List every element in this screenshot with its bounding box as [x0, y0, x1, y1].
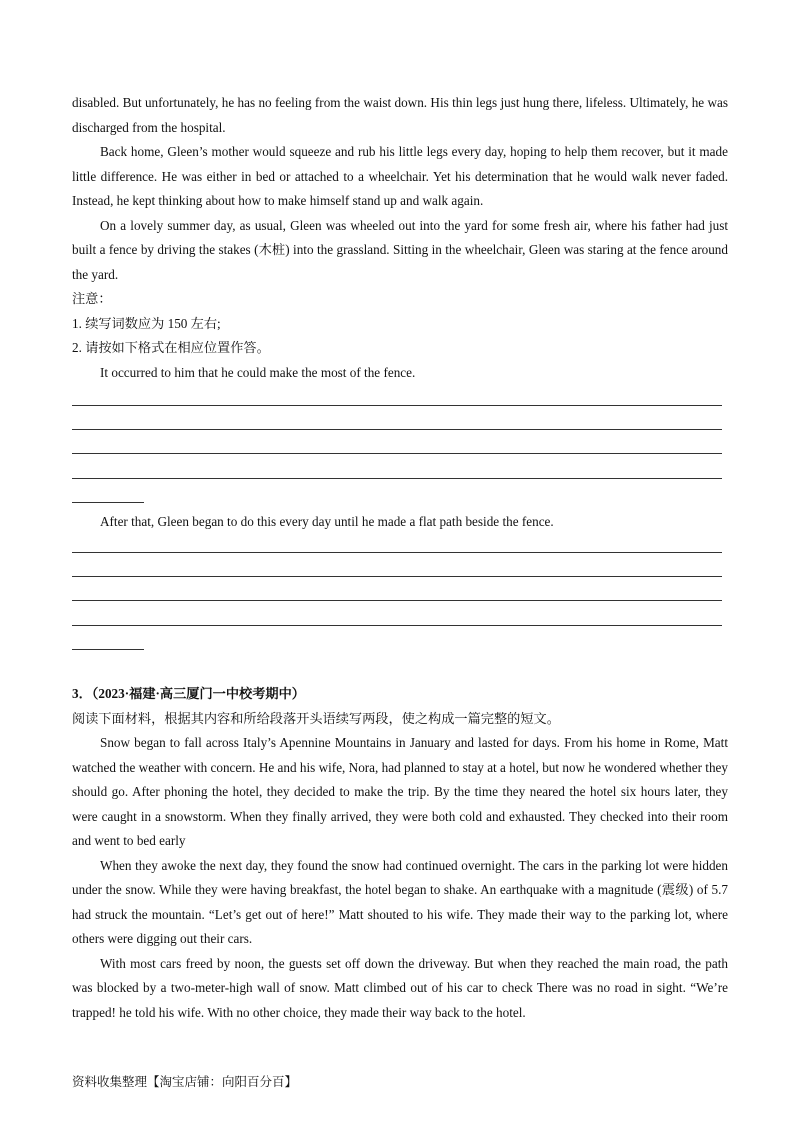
answer-line[interactable]: [72, 405, 722, 406]
paragraph-back-home: Back home, Gleen’s mother would squeeze and rub his little legs every day, hoping to help them recover, but it made little difference. He was either in bed or attached to a wheelchair. Yet his determination that he would walk never faded. Instead, he kept thinking about how to make himself stand up and walk again.: [72, 144, 728, 208]
answer-line-short[interactable]: [72, 502, 144, 503]
answer-line[interactable]: [72, 429, 722, 430]
paragraph-summer-day: On a lovely summer day, as usual, Gleen was wheeled out into the yard for some fresh air, where his father had just built a fence by driving the stakes (木桩) into the grassland. Sitting in the wheelchair, Gleen was staring at the fence around the yard.: [72, 217, 728, 282]
answer-line[interactable]: [72, 625, 722, 626]
question-3-paragraph-2: When they awoke the next day, they found the snow had continued overnight. The cars in the parking lot were hidden under the snow. While they were having breakfast, the hotel began to shake. An earthquake with a magnitude (震级) of 5.7 had struck the mountain. “Let’s get out of here!” Matt shouted to his wife. They made their way to the parking lot, where others were digging out their cars.: [72, 857, 728, 946]
question-3-block: [72, 682, 728, 1025]
question-3-instruction: 阅读下面材料，根据其内容和所给段落开头语续写两段，使之构成一篇完整的短文。: [72, 710, 560, 726]
continuation-prompt-1: It occurred to him that he could make the most of the fence.: [100, 364, 416, 380]
answer-line[interactable]: [72, 576, 722, 577]
answer-line[interactable]: [72, 453, 722, 454]
answer-line-short[interactable]: [72, 649, 144, 650]
question-3-paragraph-3: With most cars freed by noon, the guests set off down the driveway. But when they reached the main road, the path was blocked by a two-meter-high wall of snow. Matt climbed out of his car to check There was no road in sight. “We’re trapped! he told his wife. With no other choice, they made their way back to the hotel.: [72, 955, 728, 1020]
continuation-prompt-2: After that, Gleen began to do this every day until he made a flat path beside the fence.: [100, 514, 554, 529]
answer-line[interactable]: [72, 600, 722, 601]
notes-item-2: 2. 请按如下格式在相应位置作答。: [72, 340, 270, 355]
story-text-block: [72, 91, 728, 385]
question-3-heading: 3．（2023·福建·高三厦门一中校考期中）: [72, 686, 305, 701]
notes-item-1: 1. 续写词数应为 150 左右;: [72, 315, 221, 331]
paragraph-continued: disabled. But unfortunately, he has no feeling from the waist down. His thin legs just hung there, lifeless. Ultimately, he was discharged from the hospital.: [72, 95, 728, 135]
question-3-paragraph-1: Snow began to fall across Italy’s Apennine Mountains in January and lasted for days. From his home in Rome, Matt watched the weather with concern. He and his wife, Nora, had planned to stay at a hotel, but now he wondered whether they should go. After phoning the hotel, they decided to make the trip. By the time they neared the hotel six hours later, they were caught in a snowstorm. When they finally arrived, they were both cold and exhausted. They checked into their room and went to bed early: [72, 735, 728, 848]
answer-line[interactable]: [72, 552, 722, 553]
notes-title: 注意：: [72, 291, 112, 306]
page-footer: 资料收集整理【淘宝店铺：向阳百分百】: [72, 1075, 298, 1089]
answer-line[interactable]: [72, 478, 722, 479]
